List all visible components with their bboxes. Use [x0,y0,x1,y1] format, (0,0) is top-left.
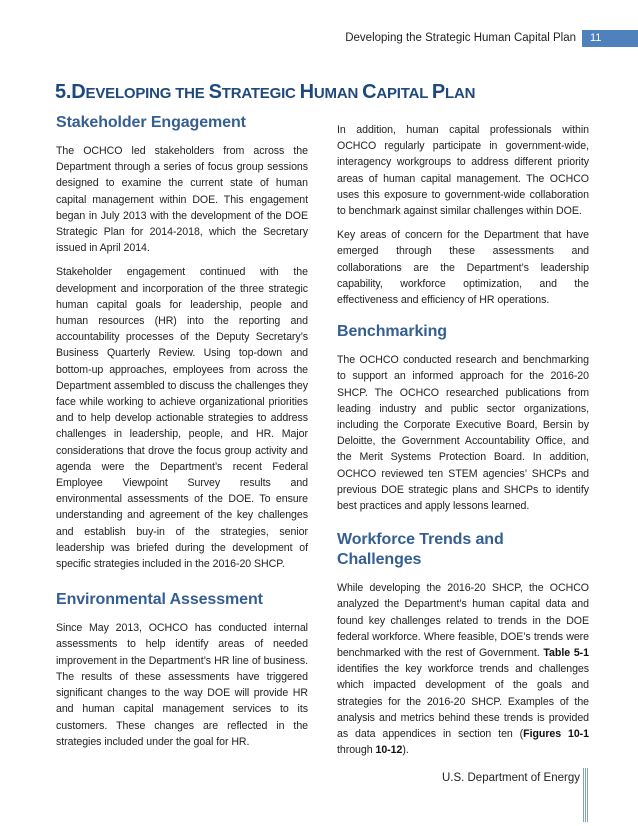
chapter-title: 5.DEVELOPING THE STRATEGIC HUMAN CAPITAL PLAN [55,81,476,103]
paragraph: Stakeholder engagement continued with the development and incorporation of the three strategic human capital goals for leadership, people and human resources (HR) into the reporting and accountability processes of the Deputy Secretary’s Business Quarterly Review. Using top-down and bottom-up approaches, employees from across the Department assembled to discuss the challenges they face while working to achieve organizational priorities and to help develop actionable strategies to address challenges in leadership, people, and HR. Major considerations that drove the focus group activity and agenda were the Department’s recent Federal Employee Viewpoint Survey results and environmental assessments of the DOE. To ensure understanding and agreement of the key challenges and establish buy-in of the strategies, senior leadership was briefed during the development of specific strategies included in the 2016-20 SHCP. [56,266,308,571]
footer-rule-line [585,768,586,822]
paragraph: Since May 2013, OCHCO has conducted internal assessments to help identify areas of needed improvement in the Department’s HR line of business. The results of these assessments have triggered significant changes to the way DOE will provide HR and human capital management services to its customers. These changes are reflected in the strategies included under the goal for HR. [56,622,308,748]
section-heading: Workforce Trends and Challenges [337,531,504,569]
chapter-number: 5. [55,81,72,103]
left-column [56,110,308,758]
paragraph: In addition, human capital professionals within OCHCO regularly participate in government-wide, interagency workgroups to address different priority areas of human capital management. The OCHCO uses this exposure to government-wide collaboration to benchmark against similar challenges within DOE. [337,124,589,218]
section-heading: Benchmarking [337,323,447,341]
paragraph: The OCHCO conducted research and benchmarking to support an informed approach for the 2016-20 SHCP. The OCHCO researched publications from leading industry and public sector organizations, including the Corporate Executive Board, Bersin by Deloitte, the Government Accountability Office, and the Merit Systems Protection Board. In addition, OCHCO reviewed ten STEM agencies’ SHCPs and previous DOE strategic plans and SHCPs to identify best practices and apply lessons learned. [337,354,589,513]
paragraph: The OCHCO led stakeholders from across the Department through a series of focus group sessions designed to examine the current state of human capital management within DOE. This engagement began in July 2013 with the development of the DOE Strategic Plan for 2014-2018, which the Secretary issued in April 2014. [56,145,308,255]
paragraph: While developing the 2016-20 SHCP, the OCHCO analyzed the Department’s human capital data and found key challenges related to trends in the DOE federal workforce. Where feasible, DOE’s trends were benchmarked with the rest of Government. Table 5-1 identifies the key workforce trends and challenges which impacted development of the goals and strategies for the 2016-20 SHCP. Examples of the analysis and metrics behind these trends is provided as data appendices in section ten (Figures 10-1 through 10-12). [337,582,589,757]
paragraph: Key areas of concern for the Department that have emerged through these assessments and collaborations are the Department’s leadership capability, workforce optimization, and the effectiveness and efficiency of HR operations. [337,229,589,307]
section-heading: Environmental Assessment [56,591,263,609]
figure-reference: 10-12 [375,744,403,757]
footer-rule-decoration [583,768,591,822]
section-benchmarking [337,322,589,514]
section-workforce-trends [337,530,589,758]
section-heading: Stakeholder Engagement [56,114,246,131]
section-environmental-assessment [56,590,308,750]
table-reference: Table 5-1 [543,647,589,660]
footer-rule-line [587,768,588,822]
page-number-badge [582,30,638,47]
section-collaboration-intro [337,122,589,308]
footer-organization: U.S. Department of Energy [441,772,580,784]
page-number: 11 [590,32,602,44]
section-stakeholder-engagement [56,113,308,572]
figure-reference: Figures 10-1 [523,728,589,741]
right-column [337,122,589,767]
footer-rule-line [583,768,584,822]
running-header-title: Developing the Strategic Human Capital Plan [345,32,576,44]
